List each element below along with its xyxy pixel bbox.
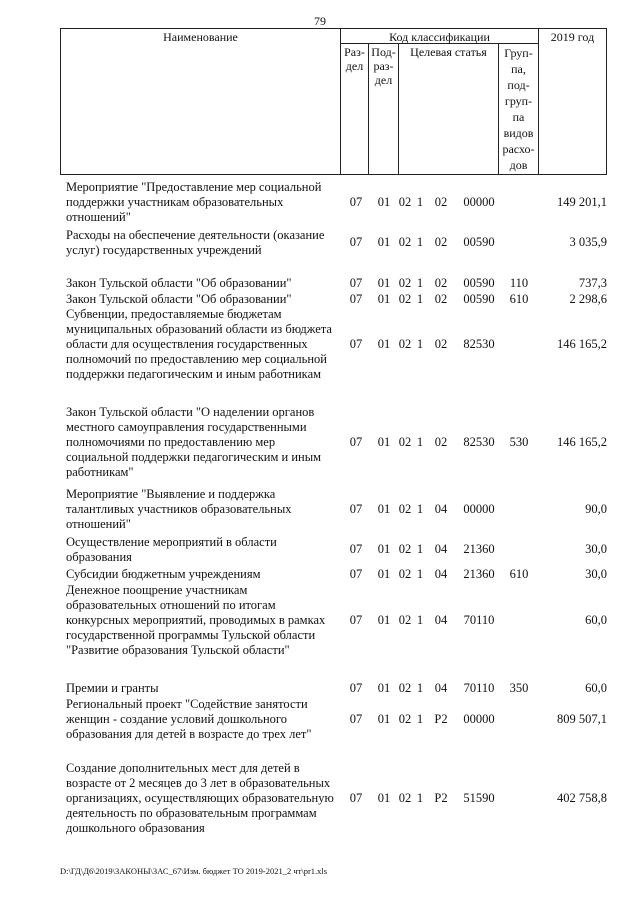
code-event: 02 — [434, 235, 448, 249]
code-razdel: 07 — [349, 791, 363, 805]
code-subprogram: 1 — [416, 435, 424, 449]
header-razdel: Раз- дел — [344, 45, 365, 73]
code-podrazdel: 01 — [377, 292, 391, 306]
amount-2019: 146 165,2 — [557, 435, 607, 449]
amount-2019: 90,0 — [585, 502, 607, 516]
code-group: 610 — [509, 292, 529, 306]
code-podrazdel: 01 — [377, 337, 391, 351]
amount-2019: 60,0 — [585, 681, 607, 695]
code-program: 02 — [398, 337, 412, 351]
amount-2019: 2 298,6 — [569, 292, 607, 306]
page-number: 79 — [314, 14, 326, 28]
code-razdel: 07 — [349, 195, 363, 209]
amount-2019: 3 035,9 — [569, 235, 607, 249]
code-podrazdel: 01 — [377, 613, 391, 627]
amount-2019: 149 201,1 — [557, 195, 607, 209]
code-podrazdel: 01 — [377, 435, 391, 449]
code-podrazdel: 01 — [377, 502, 391, 516]
row-name: Мероприятие "Выявление и поддержка талантливых участников образовательных отношений" — [66, 487, 292, 531]
code-event: 04 — [434, 613, 448, 627]
code-direction: 00000 — [463, 195, 495, 209]
code-subprogram: 1 — [416, 276, 424, 290]
code-program: 02 — [398, 681, 412, 695]
row-name: Премии и гранты — [66, 681, 159, 695]
code-subprogram: 1 — [416, 195, 424, 209]
code-direction: 00000 — [463, 712, 495, 726]
amount-2019: 60,0 — [585, 613, 607, 627]
row-name: Мероприятие "Предоставление мер социальной поддержки участникам образовательных отношений" — [66, 180, 322, 224]
code-razdel: 07 — [349, 502, 363, 516]
code-group: 350 — [509, 681, 529, 695]
code-subprogram: 1 — [416, 681, 424, 695]
row-name: Осуществление мероприятий в области образования — [66, 535, 277, 564]
header-purpose: Целевая статья — [410, 45, 487, 59]
code-subprogram: 1 — [416, 613, 424, 627]
code-podrazdel: 01 — [377, 712, 391, 726]
code-subprogram: 1 — [416, 542, 424, 556]
header-podrazdel: Под- раз- дел — [371, 45, 396, 87]
code-direction: 00000 — [463, 502, 495, 516]
code-event: 02 — [434, 195, 448, 209]
code-event: 04 — [434, 567, 448, 581]
code-event: 02 — [434, 435, 448, 449]
code-group: 530 — [509, 435, 529, 449]
row-name: Расходы на обеспечение деятельности (оказание услуг) государственных учреждений — [66, 228, 325, 257]
code-podrazdel: 01 — [377, 542, 391, 556]
code-podrazdel: 01 — [377, 681, 391, 695]
code-group: 110 — [509, 276, 529, 290]
row-name: Создание дополнительных мест для детей в возрасте от 2 месяцев до 3 лет в образовательных организациях, осуществляющих образовательную деятельность по образовательным программам дошкольного образования — [66, 761, 334, 835]
row-name: Закон Тульской области "О наделении органов местного самоуправления государственными полномочиями по предоставлению мер социальной поддержки педагогическим и иным работникам" — [66, 405, 322, 479]
row-name: Закон Тульской области "Об образовании" — [66, 276, 292, 290]
code-razdel: 07 — [349, 435, 363, 449]
code-razdel: 07 — [349, 542, 363, 556]
row-name: Субвенции, предоставляемые бюджетам муниципальных образований области из бюджета области для осуществления государственных полномочий по предоставлению мер социальной поддержки педагогическим и иным работникам — [66, 307, 332, 381]
amount-2019: 402 758,8 — [557, 791, 607, 805]
code-direction: 82530 — [463, 435, 495, 449]
row-name: Денежное поощрение участникам образовательных отношений по итогам конкурсных мероприятий, проводимых в рамках государственной программы Тульской области "Развитие образования Тульской области" — [66, 583, 326, 657]
code-subprogram: 1 — [416, 791, 424, 805]
amount-2019: 30,0 — [585, 567, 607, 581]
code-direction: 70110 — [463, 613, 495, 627]
code-program: 02 — [398, 235, 412, 249]
code-group: 610 — [509, 567, 529, 581]
code-razdel: 07 — [349, 567, 363, 581]
code-razdel: 07 — [349, 292, 363, 306]
code-event: 02 — [434, 276, 448, 290]
code-direction: 82530 — [463, 337, 495, 351]
row-name: Региональный проект "Содействие занятости женщин - создание условий дошкольного образования для детей в возрасте до трех лет" — [66, 697, 312, 741]
code-program: 02 — [398, 712, 412, 726]
code-direction: 51590 — [463, 791, 495, 805]
code-event: 04 — [434, 502, 448, 516]
code-direction: 00590 — [463, 276, 495, 290]
code-program: 02 — [398, 195, 412, 209]
code-event: 02 — [434, 337, 448, 351]
code-podrazdel: 01 — [377, 276, 391, 290]
header-year: 2019 год — [550, 30, 595, 44]
code-razdel: 07 — [349, 235, 363, 249]
amount-2019: 30,0 — [585, 542, 607, 556]
code-program: 02 — [398, 435, 412, 449]
code-subprogram: 1 — [416, 235, 424, 249]
code-event: P2 — [434, 791, 448, 805]
code-event: 04 — [434, 681, 448, 695]
code-razdel: 07 — [349, 613, 363, 627]
code-program: 02 — [398, 542, 412, 556]
code-podrazdel: 01 — [377, 235, 391, 249]
row-name: Субсидии бюджетным учреждениям — [66, 567, 261, 581]
code-direction: 21360 — [463, 542, 495, 556]
code-razdel: 07 — [349, 712, 363, 726]
code-subprogram: 1 — [416, 292, 424, 306]
code-program: 02 — [398, 567, 412, 581]
code-podrazdel: 01 — [377, 195, 391, 209]
code-subprogram: 1 — [416, 337, 424, 351]
header-classification: Код классификации — [389, 30, 490, 44]
code-direction: 70110 — [463, 681, 495, 695]
code-program: 02 — [398, 292, 412, 306]
code-podrazdel: 01 — [377, 567, 391, 581]
amount-2019: 809 507,1 — [557, 712, 607, 726]
code-event: P2 — [434, 712, 448, 726]
code-direction: 21360 — [463, 567, 495, 581]
code-program: 02 — [398, 613, 412, 627]
code-direction: 00590 — [463, 292, 495, 306]
code-direction: 00590 — [463, 235, 495, 249]
amount-2019: 737,3 — [578, 276, 607, 290]
file-path-footer: D:\ГД\Д6\2019\ЗАКОНЫ\ЗАС_67\Изм. бюджет ТО 2019-2021_2 чт\pr1.xls — [60, 866, 328, 876]
code-event: 04 — [434, 542, 448, 556]
code-razdel: 07 — [349, 681, 363, 695]
header-name: Наименование — [163, 30, 238, 44]
code-program: 02 — [398, 791, 412, 805]
row-name: Закон Тульской области "Об образовании" — [66, 292, 292, 306]
code-subprogram: 1 — [416, 502, 424, 516]
table-header — [60, 28, 607, 175]
code-program: 02 — [398, 276, 412, 290]
code-subprogram: 1 — [416, 712, 424, 726]
code-razdel: 07 — [349, 337, 363, 351]
header-group: Груп- па, под- груп- па видов расхо- дов — [502, 46, 535, 172]
code-event: 02 — [434, 292, 448, 306]
code-subprogram: 1 — [416, 567, 424, 581]
code-razdel: 07 — [349, 276, 363, 290]
amount-2019: 146 165,2 — [557, 337, 607, 351]
code-program: 02 — [398, 502, 412, 516]
code-podrazdel: 01 — [377, 791, 391, 805]
